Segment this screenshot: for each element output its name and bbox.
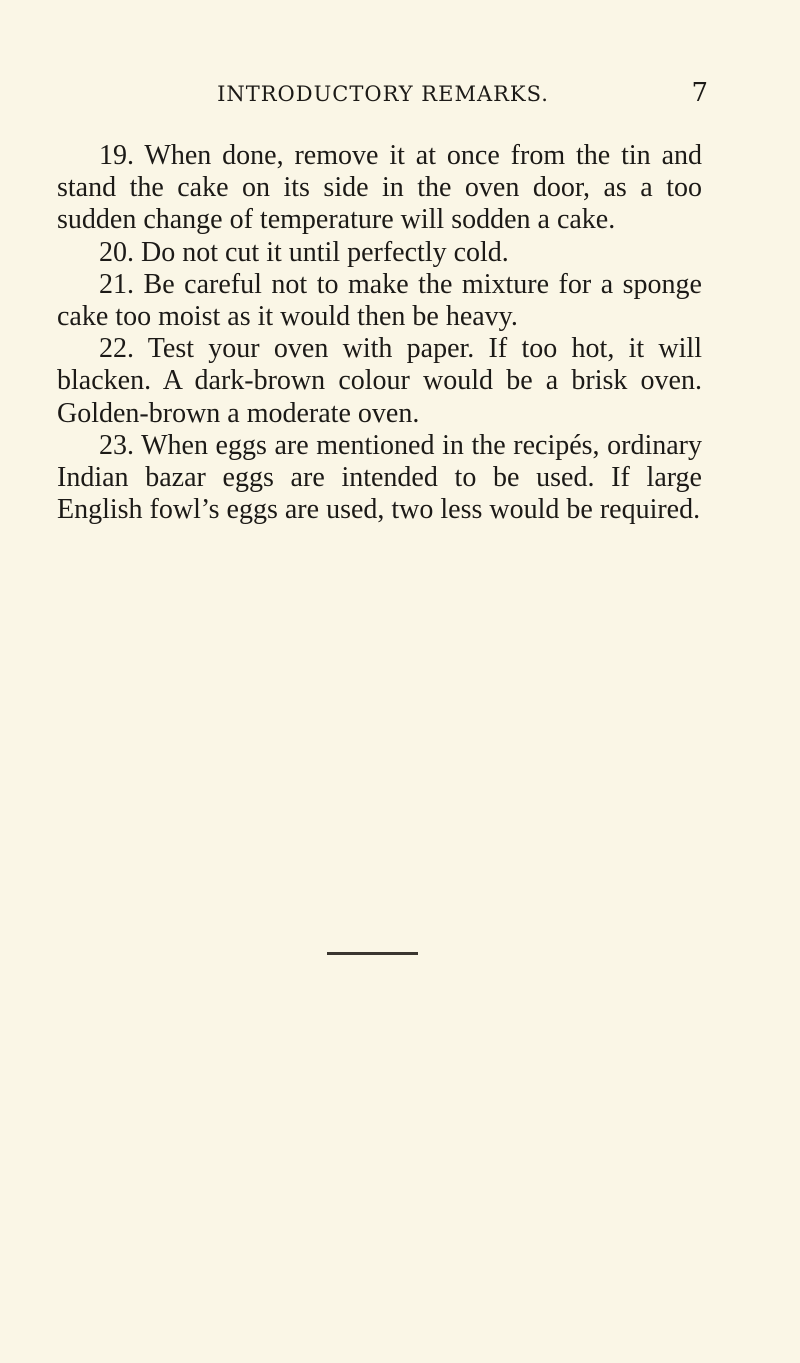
running-title: INTRODUCTORY REMARKS.: [217, 82, 549, 106]
body-text: [57, 140, 702, 526]
paragraph-20: 20. Do not cut it until perfectly cold.: [99, 236, 509, 268]
running-head: [58, 78, 708, 114]
paragraph-19: 19. When done, remove it at once from the tin and stand the cake on its side in the oven door, as a too sudden change of temperature will sodden a cake.: [57, 140, 702, 236]
paragraph-21: 21. Be careful not to make the mixture for a sponge cake too moist as it would then be heavy.: [57, 268, 702, 333]
section-end-rule: [327, 952, 418, 955]
paragraph-23: 23. When eggs are mentioned in the recipés, ordinary Indian bazar eggs are intended to be used. If large English fowl’s eggs are used, two less would be required.: [57, 429, 702, 526]
paragraph-22: 22. Test your oven with paper. If too hot, it will blacken. A dark-brown colour would be a brisk oven. Golden-brown a moderate oven.: [57, 333, 702, 429]
page-number: 7: [691, 78, 708, 108]
